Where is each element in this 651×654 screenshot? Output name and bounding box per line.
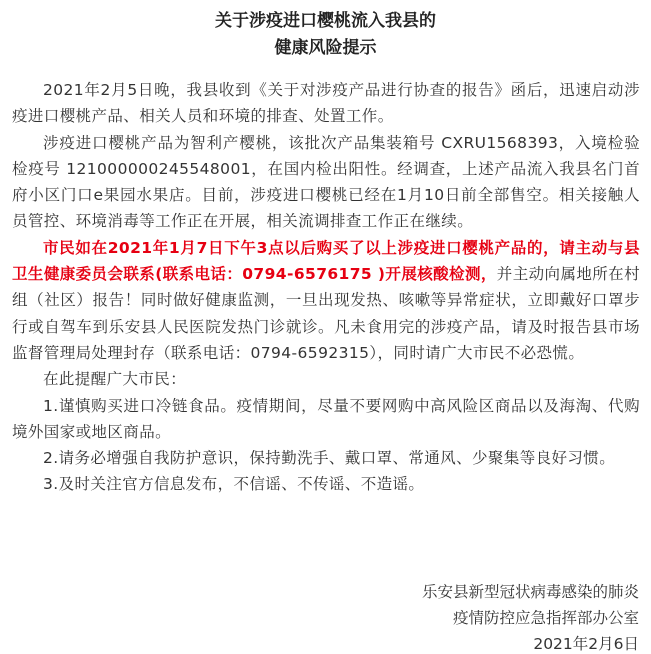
reminder-item-3: 3.及时关注官方信息发布，不信谣、不传谣、不造谣。 <box>43 475 425 494</box>
citizen-notice-rest: 并主动向属地所在村组（社区）报告！同时做好健康监测，一旦出现发热、咳嗽等异常症状，立即戴好口罩步行或自驾车到乐安县人民医院发热门诊就诊。凡未食用完的涉疫产品，请及时报告县市场监督管理局处理封存（联系电话：0794-6592315），同时请广大市民不必恐慌。 <box>12 265 640 362</box>
signature-org-line-1: 乐安县新型冠状病毒感染的肺炎 <box>421 583 639 601</box>
document-title-line-1: 关于涉疫进口樱桃流入我县的 <box>215 11 436 31</box>
signature-date: 2021年2月6日 <box>533 635 639 653</box>
document-body <box>12 77 640 498</box>
signature-org-line-2: 疫情防控应急指挥部办公室 <box>452 609 639 627</box>
paragraph-incident-report: 2021年2月5日晚，我县收到《关于对涉疫产品进行协查的报告》函后，迅速启动涉疫进口樱桃产品、相关人员和环境的排查、处置工作。 <box>12 81 640 126</box>
paragraph-product-details: 涉疫进口樱桃产品为智利产樱桃，该批次产品集装箱号 CXRU1568393，入境检验检疫号 121000000245548001，在国内检出阳性。经调查，上述产品流入我县名门首府小区门口e果园水果店。目前，涉疫进口樱桃已经在1月10日前全部售空。相关接触人员管控、环境消毒等工作正在开展，相关流调排查工作正在继续。 <box>12 133 640 231</box>
red-highlight-contact-notice: 市民如在2021年1月7日下午3点以后购买了以上涉疫进口樱桃产品的，请主动与县卫生健康委员会联系(联系电话：0794-6576175 )开展核酸检测， <box>12 238 640 284</box>
paragraph-citizen-notice <box>12 235 640 366</box>
reminder-item-2: 2.请务必增强自我防护意识，保持勤洗手、戴口罩、常通风、少聚集等良好习惯。 <box>43 449 616 468</box>
document-title-line-2: 健康风险提示 <box>274 38 377 58</box>
reminder-item-1: 1.谨慎购买进口冷链食品。疫情期间，尽量不要网购中高风险区商品以及海淘、代购境外国家或地区商品。 <box>12 396 640 441</box>
paragraph-reminder-intro: 在此提醒广大市民： <box>43 370 187 389</box>
